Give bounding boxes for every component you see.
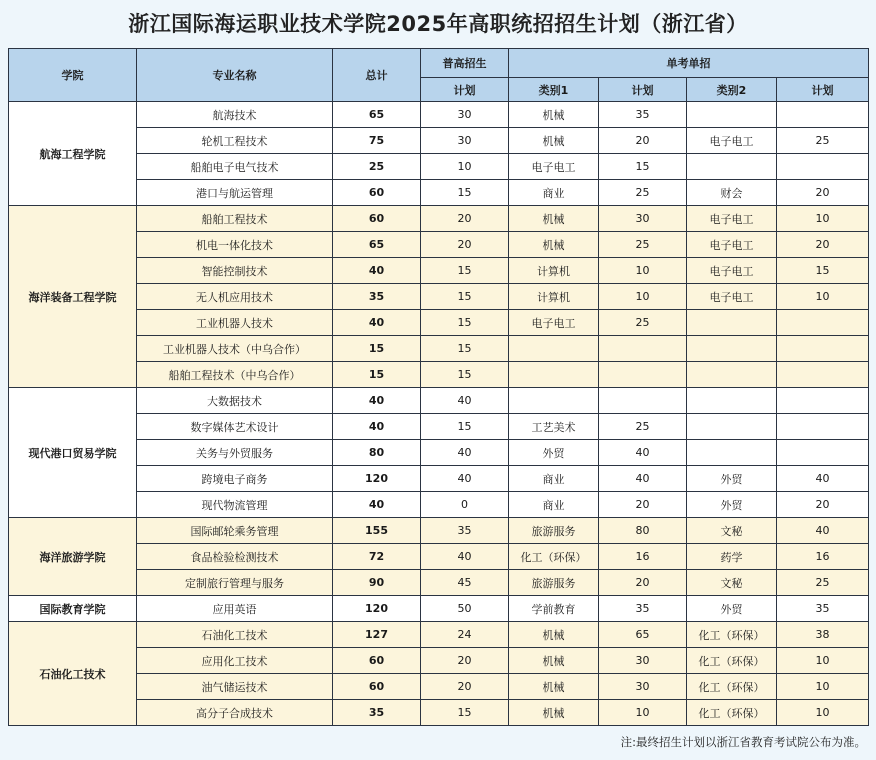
header-plan1: 计划 (599, 78, 687, 102)
category1-cell: 机械 (509, 232, 599, 258)
category1-cell: 机械 (509, 700, 599, 726)
category2-cell: 外贸 (687, 596, 777, 622)
major-cell: 港口与航运管理 (137, 180, 333, 206)
plan1-cell: 35 (599, 102, 687, 128)
category2-cell (687, 102, 777, 128)
plan1-cell (599, 336, 687, 362)
general-plan-cell: 24 (421, 622, 509, 648)
table-row (9, 492, 869, 518)
total-cell: 40 (333, 492, 421, 518)
plan2-cell: 40 (777, 466, 869, 492)
table-row (9, 206, 869, 232)
plan2-cell (777, 362, 869, 388)
category2-cell (687, 388, 777, 414)
plan1-cell: 65 (599, 622, 687, 648)
table-row (9, 362, 869, 388)
plan1-cell: 30 (599, 206, 687, 232)
plan1-cell: 16 (599, 544, 687, 570)
plan2-cell (777, 336, 869, 362)
total-cell: 155 (333, 518, 421, 544)
table-row (9, 180, 869, 206)
plan2-cell: 38 (777, 622, 869, 648)
table-row (9, 700, 869, 726)
total-cell: 60 (333, 674, 421, 700)
total-cell: 40 (333, 258, 421, 284)
plan2-cell: 16 (777, 544, 869, 570)
category2-cell: 电子电工 (687, 232, 777, 258)
plan2-cell: 10 (777, 206, 869, 232)
general-plan-cell: 15 (421, 284, 509, 310)
major-cell: 食品检验检测技术 (137, 544, 333, 570)
category2-cell (687, 336, 777, 362)
total-cell: 40 (333, 388, 421, 414)
college-cell: 国际教育学院 (9, 596, 137, 622)
total-cell: 25 (333, 154, 421, 180)
total-cell: 60 (333, 180, 421, 206)
category2-cell: 文秘 (687, 518, 777, 544)
enrollment-plan-table (8, 48, 869, 726)
college-cell: 海洋装备工程学院 (9, 206, 137, 388)
category1-cell: 机械 (509, 128, 599, 154)
category2-cell (687, 362, 777, 388)
plan1-cell: 35 (599, 596, 687, 622)
plan2-cell: 20 (777, 180, 869, 206)
major-cell: 石油化工技术 (137, 622, 333, 648)
header-major: 专业名称 (137, 49, 333, 102)
header-single: 单考单招 (509, 49, 869, 78)
general-plan-cell: 30 (421, 128, 509, 154)
general-plan-cell: 15 (421, 310, 509, 336)
category1-cell: 商业 (509, 466, 599, 492)
header-general-plan: 计划 (421, 78, 509, 102)
total-cell: 80 (333, 440, 421, 466)
category1-cell: 化工（环保） (509, 544, 599, 570)
header-cat2: 类别2 (687, 78, 777, 102)
table-row (9, 466, 869, 492)
category1-cell: 商业 (509, 180, 599, 206)
major-cell: 无人机应用技术 (137, 284, 333, 310)
major-cell: 跨境电子商务 (137, 466, 333, 492)
general-plan-cell: 15 (421, 336, 509, 362)
plan1-cell: 15 (599, 154, 687, 180)
category2-cell (687, 310, 777, 336)
general-plan-cell: 40 (421, 440, 509, 466)
general-plan-cell: 30 (421, 102, 509, 128)
general-plan-cell: 35 (421, 518, 509, 544)
plan1-cell: 25 (599, 414, 687, 440)
general-plan-cell: 45 (421, 570, 509, 596)
total-cell: 40 (333, 414, 421, 440)
category2-cell: 化工（环保） (687, 648, 777, 674)
category2-cell: 电子电工 (687, 128, 777, 154)
plan2-cell: 35 (777, 596, 869, 622)
table-row (9, 596, 869, 622)
plan2-cell (777, 154, 869, 180)
page-title: 浙江国际海运职业技术学院2025年高职统招招生计划（浙江省） (128, 12, 748, 36)
total-cell: 60 (333, 206, 421, 232)
category2-cell (687, 440, 777, 466)
table-row (9, 674, 869, 700)
major-cell: 船舶工程技术 (137, 206, 333, 232)
total-cell: 15 (333, 362, 421, 388)
major-cell: 高分子合成技术 (137, 700, 333, 726)
category2-cell: 药学 (687, 544, 777, 570)
plan1-cell: 20 (599, 128, 687, 154)
general-plan-cell: 15 (421, 362, 509, 388)
category1-cell: 机械 (509, 206, 599, 232)
major-cell: 机电一体化技术 (137, 232, 333, 258)
table-row (9, 648, 869, 674)
plan2-cell: 20 (777, 232, 869, 258)
general-plan-cell: 15 (421, 700, 509, 726)
total-cell: 35 (333, 700, 421, 726)
category2-cell (687, 414, 777, 440)
table-row (9, 388, 869, 414)
category1-cell (509, 336, 599, 362)
general-plan-cell: 20 (421, 206, 509, 232)
major-cell: 国际邮轮乘务管理 (137, 518, 333, 544)
table-row (9, 414, 869, 440)
general-plan-cell: 20 (421, 674, 509, 700)
general-plan-cell: 40 (421, 544, 509, 570)
category1-cell: 商业 (509, 492, 599, 518)
footnote: 注:最终招生计划以浙江省教育考试院公布为准。 (620, 735, 866, 749)
college-cell: 航海工程学院 (9, 102, 137, 206)
college-cell: 现代港口贸易学院 (9, 388, 137, 518)
category2-cell: 化工（环保） (687, 674, 777, 700)
plan1-cell: 10 (599, 700, 687, 726)
plan1-cell: 40 (599, 440, 687, 466)
plan2-cell: 15 (777, 258, 869, 284)
plan1-cell: 25 (599, 232, 687, 258)
general-plan-cell: 40 (421, 466, 509, 492)
plan2-cell (777, 310, 869, 336)
category1-cell: 电子电工 (509, 154, 599, 180)
table-row (9, 102, 869, 128)
table-row (9, 258, 869, 284)
category2-cell: 外贸 (687, 492, 777, 518)
category1-cell: 机械 (509, 674, 599, 700)
category2-cell: 财会 (687, 180, 777, 206)
general-plan-cell: 10 (421, 154, 509, 180)
major-cell: 数字媒体艺术设计 (137, 414, 333, 440)
header-plan2: 计划 (777, 78, 869, 102)
major-cell: 工业机器人技术（中乌合作） (137, 336, 333, 362)
plan1-cell: 30 (599, 674, 687, 700)
header-college: 学院 (9, 49, 137, 102)
category1-cell: 电子电工 (509, 310, 599, 336)
total-cell: 75 (333, 128, 421, 154)
header-cat1: 类别1 (509, 78, 599, 102)
category2-cell (687, 154, 777, 180)
plan2-cell (777, 414, 869, 440)
major-cell: 应用化工技术 (137, 648, 333, 674)
category2-cell: 文秘 (687, 570, 777, 596)
general-plan-cell: 15 (421, 180, 509, 206)
plan2-cell: 25 (777, 128, 869, 154)
table-body (9, 102, 869, 726)
plan2-cell (777, 440, 869, 466)
plan2-cell: 10 (777, 284, 869, 310)
general-plan-cell: 20 (421, 232, 509, 258)
header-total: 总计 (333, 49, 421, 102)
major-cell: 船舶工程技术（中乌合作） (137, 362, 333, 388)
major-cell: 现代物流管理 (137, 492, 333, 518)
category1-cell: 计算机 (509, 258, 599, 284)
general-plan-cell: 0 (421, 492, 509, 518)
plan2-cell: 10 (777, 700, 869, 726)
plan2-cell: 20 (777, 492, 869, 518)
major-cell: 工业机器人技术 (137, 310, 333, 336)
category2-cell: 电子电工 (687, 258, 777, 284)
category1-cell: 机械 (509, 648, 599, 674)
total-cell: 65 (333, 232, 421, 258)
plan2-cell: 10 (777, 674, 869, 700)
category1-cell: 旅游服务 (509, 518, 599, 544)
category1-cell (509, 362, 599, 388)
table-row (9, 232, 869, 258)
plan1-cell: 40 (599, 466, 687, 492)
general-plan-cell: 20 (421, 648, 509, 674)
plan1-cell: 20 (599, 570, 687, 596)
table-row (9, 440, 869, 466)
major-cell: 油气储运技术 (137, 674, 333, 700)
table-row (9, 310, 869, 336)
total-cell: 15 (333, 336, 421, 362)
major-cell: 应用英语 (137, 596, 333, 622)
plan1-cell: 30 (599, 648, 687, 674)
plan2-cell: 25 (777, 570, 869, 596)
plan1-cell: 25 (599, 310, 687, 336)
total-cell: 65 (333, 102, 421, 128)
category1-cell: 学前教育 (509, 596, 599, 622)
table-row (9, 128, 869, 154)
total-cell: 72 (333, 544, 421, 570)
category1-cell: 旅游服务 (509, 570, 599, 596)
college-cell: 海洋旅游学院 (9, 518, 137, 596)
header-row-1 (9, 49, 869, 78)
major-cell: 船舶电子电气技术 (137, 154, 333, 180)
category1-cell (509, 388, 599, 414)
total-cell: 127 (333, 622, 421, 648)
total-cell: 60 (333, 648, 421, 674)
major-cell: 大数据技术 (137, 388, 333, 414)
plan1-cell: 10 (599, 258, 687, 284)
category2-cell: 电子电工 (687, 284, 777, 310)
plan1-cell: 25 (599, 180, 687, 206)
major-cell: 轮机工程技术 (137, 128, 333, 154)
plan2-cell: 10 (777, 648, 869, 674)
header-general: 普高招生 (421, 49, 509, 78)
general-plan-cell: 15 (421, 414, 509, 440)
plan2-cell: 40 (777, 518, 869, 544)
general-plan-cell: 40 (421, 388, 509, 414)
total-cell: 120 (333, 596, 421, 622)
plan1-cell: 10 (599, 284, 687, 310)
category1-cell: 机械 (509, 102, 599, 128)
general-plan-cell: 50 (421, 596, 509, 622)
plan1-cell (599, 362, 687, 388)
category2-cell: 外贸 (687, 466, 777, 492)
table-row (9, 154, 869, 180)
category2-cell: 化工（环保） (687, 700, 777, 726)
category1-cell: 外贸 (509, 440, 599, 466)
major-cell: 航海技术 (137, 102, 333, 128)
general-plan-cell: 15 (421, 258, 509, 284)
table-row (9, 336, 869, 362)
category1-cell: 机械 (509, 622, 599, 648)
table-row (9, 284, 869, 310)
plan2-cell (777, 388, 869, 414)
table-row (9, 622, 869, 648)
plan1-cell: 80 (599, 518, 687, 544)
category1-cell: 工艺美术 (509, 414, 599, 440)
plan1-cell (599, 388, 687, 414)
table-row (9, 570, 869, 596)
college-cell: 石油化工技术 (9, 622, 137, 726)
major-cell: 关务与外贸服务 (137, 440, 333, 466)
plan2-cell (777, 102, 869, 128)
total-cell: 120 (333, 466, 421, 492)
category2-cell: 化工（环保） (687, 622, 777, 648)
table-row (9, 518, 869, 544)
plan1-cell: 20 (599, 492, 687, 518)
category1-cell: 计算机 (509, 284, 599, 310)
total-cell: 40 (333, 310, 421, 336)
category2-cell: 电子电工 (687, 206, 777, 232)
total-cell: 90 (333, 570, 421, 596)
major-cell: 定制旅行管理与服务 (137, 570, 333, 596)
total-cell: 35 (333, 284, 421, 310)
table-row (9, 544, 869, 570)
major-cell: 智能控制技术 (137, 258, 333, 284)
